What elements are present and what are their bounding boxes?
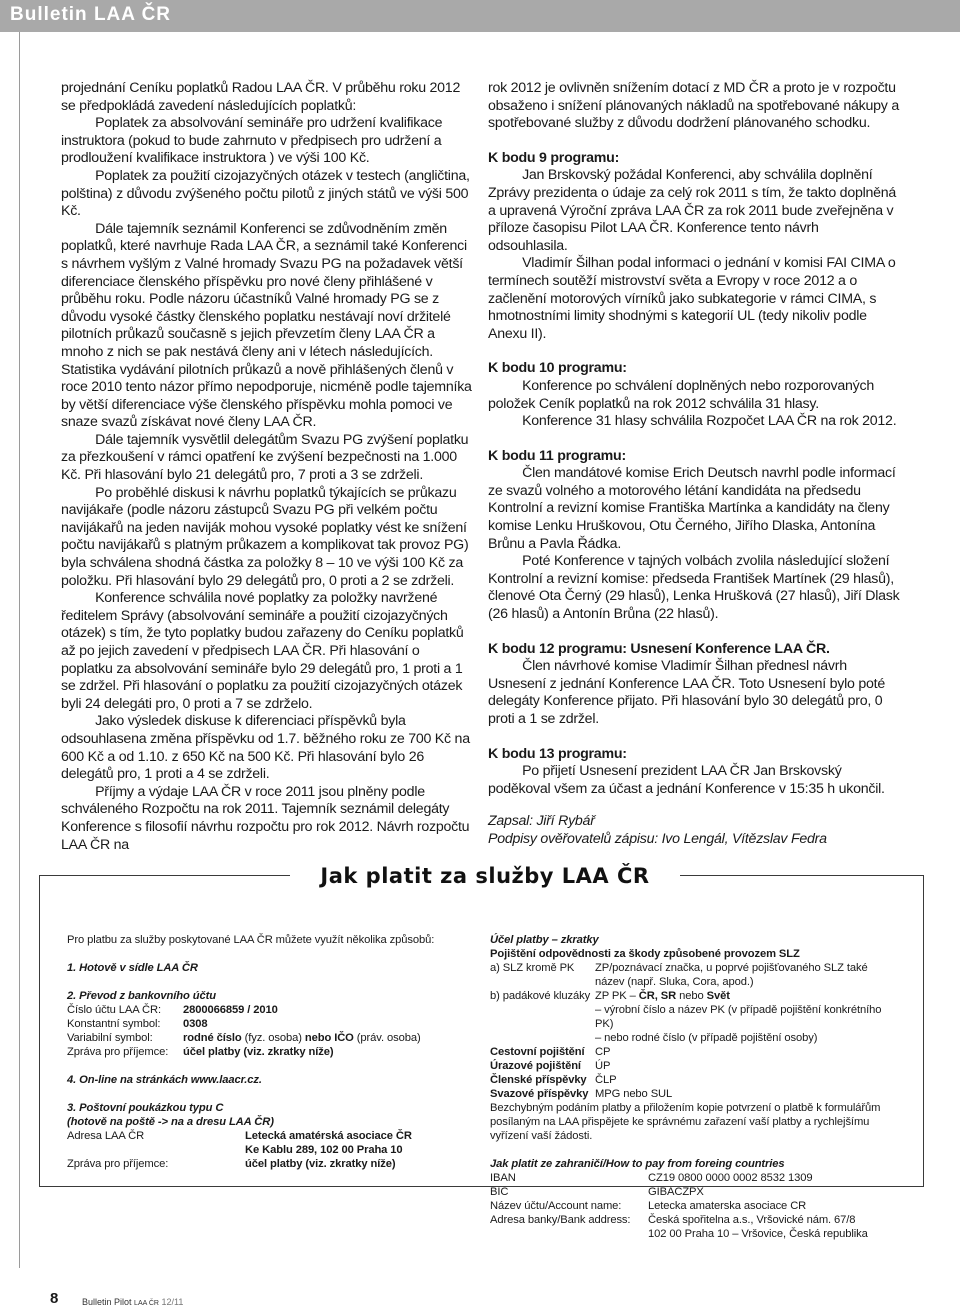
left-column: [61, 80, 472, 854]
code-value: ÚP: [595, 1060, 611, 1072]
code-row: [490, 1003, 895, 1031]
abroad-title: Jak platit ze zahraničí/How to pay from foreing countries: [490, 1158, 785, 1170]
bank-label: BIC: [490, 1186, 509, 1198]
payment-methods: [67, 933, 467, 1171]
variable-symbol: rodné číslo (fyz. osoba) nebo IČO (práv. osoba): [183, 1032, 421, 1044]
message-row: [67, 1045, 467, 1059]
account-number-row: [67, 1003, 467, 1017]
payment-option-cash: 1. Hotově v sídle LAA ČR: [67, 962, 198, 974]
bank-value: GIBACZPX: [648, 1186, 704, 1198]
paragraph: Konference schválila nové poplatky za položky navržené ředitelem Správy (absolvování semináře a použití cizojazyčných otázek) s tím, že tyto poplatky budou zařazeny do Ceníku poplatků až po jejich zavedení v předpisech LAA ČR. Při hlasování o poplatku za absolvování semináře bylo 29 delegátů pro, 1 proti a 1 se zdržel. Při hlasování o poplatku za použití cizojazyčných otázek byli 24 delegáti pro, 0 proti a 7 se zdrželo.: [61, 590, 464, 712]
paragraph: Jan Brskovský požádal Konferenci, aby schválila doplnění Zprávy prezidenta o údaje za celý rok 2011 s tím, že takto doplněná a upravená Výroční zpráva LAA ČR za rok 2011 bude zveřejněna v příloze časopisu Pilot LAA ČR. Konference tento návrh odsouhlasila.: [488, 167, 897, 254]
payment-box-title-bg: [290, 858, 680, 894]
code-row: [490, 1073, 895, 1087]
code-label: Svazové příspěvky: [490, 1088, 589, 1100]
variable-symbol-row: [67, 1031, 467, 1045]
field-label: Konstantní symbol:: [67, 1018, 161, 1030]
code-value: ZP/poznávací značka, u poprvé pojišťovaného SLZ také název (např. Sluka, Cora, apod.): [595, 962, 868, 988]
constant-symbol: 0308: [183, 1018, 208, 1030]
constant-symbol-row: [67, 1017, 467, 1031]
paragraph: rok 2012 je ovlivněn snížením dotací z MD ČR a proto je v rozpočtu obsaženo i snížení plánovaných nákladů na spotřebované nákupy a spotřebované služby z důvodu dodržení plánovaného schodku.: [488, 80, 899, 132]
code-row: [490, 1087, 895, 1101]
paragraph: Po proběhlé diskusi k návrhu poplatků týkajících se průkazu navijákaře (podle názoru zástupců Svazu PG při velkém počtu navijákařů na jeden naviják mohou vysoké poplatky vést ke snížení počtu navijákařů s platným průkazem a komplikovat tak provoz PG) byla schválena shodná částka za položky 8 – 10 ve výši 100 Kč za položku. Při hlasování bylo 29 delegátů pro, 0 proti a 2 se zdrželi.: [61, 484, 469, 589]
paragraph: Jako výsledek diskuse k diferenciaci příspěvků byla odsouhlasena změna příspěvku od 1.7. běžného roku ze 700 Kč na 600 Kč a od 1.10. z 650 Kč na 500 Kč. Při hlasování bylo 26 delegátů pro, 1 proti a 4 se zdrželi.: [61, 713, 470, 783]
code-label: Členské příspěvky: [490, 1074, 587, 1086]
field-label: Zpráva pro příjemce:: [67, 1046, 169, 1058]
section-heading: K bodu 10 programu:: [488, 360, 627, 377]
field-label: Číslo účtu LAA ČR:: [67, 1004, 161, 1016]
payment-box-title: Jak platit za služby LAA ČR: [320, 864, 650, 888]
message-row: [67, 1157, 467, 1171]
paragraph: Dále tajemník vysvětlil delegátům Svazu PG zvýšení poplatku za přezkoušení v rámci opatření ke zvýšení bezpečnosti na 1.000 Kč. Při hlasování bylo 21 delegátů pro, 7 proti a 3 se zdrželi.: [61, 431, 469, 484]
code-row: [490, 1031, 895, 1045]
bank-value: Česká spořitelna a.s., Vršovické nám. 67/8: [648, 1214, 856, 1226]
address-row: [67, 1129, 467, 1143]
bank-label: Název účtu/Account name:: [490, 1200, 622, 1212]
codes-subtitle: Pojištění odpovědnosti za škody způsobené provozem SLZ: [490, 948, 800, 960]
bank-value: CZ19 0800 0000 0002 8532 1309: [648, 1172, 813, 1184]
paragraph: projednání Ceníku poplatků Radou LAA ČR. V průběhu roku 2012 se předpokládá zavedení následujících poplatků:: [61, 80, 461, 114]
code-row: [490, 1059, 895, 1073]
address-line: Letecká amatérská asociace ČR: [245, 1130, 412, 1142]
paragraph: Člen návrhové komise Vladimír Šilhan přednesl návrh Usnesení z jednání Konference LAA ČR. Toto Usnesení bylo poté delegáty Konference přijato. Při hlasování bylo 30 delegátů pro, 0 proti a 1 se zdržel.: [488, 658, 885, 727]
paragraph: Poplatek za použití cizojazyčných otázek v testech (angličtina, polština) z důvodu zvýšeného počtu pilotů z jiných států ve výši 500 Kč.: [61, 167, 470, 220]
code-label: Cestovní pojištění: [490, 1046, 585, 1058]
minutes-verifiers: Podpisy ověřovatelů zápisu: Ivo Lengál, Vítězslav Fedra: [488, 830, 827, 847]
minutes-recorder: Zapsal: Jiří Rybář: [488, 813, 595, 830]
paragraph: Poplatek za absolvování semináře pro udržení kvalifikace instruktora (pokud to bude zahrnuto v předpisech pro udržení a prodloužení kvalifikace instruktora ) ve výši 100 Kč.: [61, 115, 443, 167]
payment-note: Bezchybným podáním platby a přiložením kopie potvrzení o platbě k formulářům posílaným na LAA přispějete ke správnému zařazení vaší platby a rychlejšímu vyřízení vaší žádosti.: [490, 1102, 881, 1142]
code-label: b) padákové kluzáky: [490, 990, 591, 1002]
bank-value: 102 00 Praha 10 – Vršovice, Česká republika: [648, 1228, 868, 1240]
section-heading: K bodu 9 programu:: [488, 149, 620, 166]
bank-row: [490, 1171, 895, 1185]
paragraph: Příjmy a výdaje LAA ČR v roce 2011 jsou plněny podle schváleného Rozpočtu na rok 2011. Tajemník seznámil delegáty Konference s filosofií návrhu rozpočtu pro rok 2012. Návrh rozpočtu LAA ČR na: [61, 783, 470, 853]
code-value: – nebo rodné číslo (v případě pojištění osoby): [595, 1032, 818, 1044]
bank-value: Letecka amaterska asociace CR: [648, 1200, 807, 1212]
paragraph: Dále tajemník seznámil Konferenci se zdůvodněním změn poplatků, které navrhuje Rada LAA ČR, a seznámil také Konferenci s návrhem vyšlým z Valné hromady Svazu PG na požadavek větší diferenciace členského příspěvku pro nové členy přihlášené v průběhu roku. Podle názoru účastníků Valné hromady PG se z důvodu vysoké částky členského poplatku nestávají noví držitelé pilotních průkazů současně s jejich převzetím členy LAA ČR a mnoho z nich se pak nestává členy ani v létech následujících. Statistika vydávání pilotních průkazů a nově přihlášených členů v roce 2010 tento názor přímo nepodporuje, nicméně podle tajemníka by větší diferenciace výše členského příspěvku mohla pomoci ve snaze svazů získávat nové členy LAA ČR.: [61, 220, 472, 431]
bank-row: [490, 1213, 895, 1227]
section-heading: K bodu 13 programu:: [488, 745, 627, 762]
payment-option-transfer: 2. Převod z bankovního účtu: [67, 990, 216, 1002]
bank-label: Adresa banky/Bank address:: [490, 1214, 631, 1226]
field-label: Zpráva pro příjemce:: [67, 1158, 169, 1170]
code-label: Úrazové pojištění: [490, 1060, 581, 1072]
code-value: – výrobní číslo a název PK (v případě pojištění konkrétního PK): [595, 1004, 882, 1030]
account-number: 2800066859 / 2010: [183, 1004, 278, 1016]
payment-option-postal-note: (hotově na poště -> na a dresu LAA ČR): [67, 1116, 274, 1128]
section-heading: K bodu 12 programu: Usnesení Konference LAA ČR.: [488, 640, 830, 657]
bank-row: [490, 1199, 895, 1213]
message-value: účel platby (viz. zkratky níže): [245, 1158, 396, 1170]
page-header: [0, 0, 960, 32]
code-value: CP: [595, 1046, 611, 1058]
margin-rule: [19, 32, 20, 1268]
field-label: Variabilní symbol:: [67, 1032, 153, 1044]
bank-row: [490, 1227, 895, 1241]
payment-option-postal: 3. Poštovní poukázkou typu C: [67, 1102, 224, 1114]
header-title: Bulletin LAA ČR: [10, 4, 172, 25]
code-row: [490, 961, 895, 989]
code-label: a) SLZ kromě PK: [490, 962, 575, 974]
bank-label: IBAN: [490, 1172, 516, 1184]
payment-codes: [490, 933, 895, 1241]
code-value: ČLP: [595, 1074, 617, 1086]
code-row: [490, 989, 895, 1003]
paragraph: Vladimír Šilhan podal informaci o jednání v komisi FAI CIMA o termínech soutěží mistrovství světa a Evropy v roce 2012 a o začlenění motorových vírníků jako subkategorie v rámci CIMA, s hmotnostními limity shodnými s kategorií UL (tedy nikoliv podle Anexu II).: [488, 255, 896, 342]
address-line: Ke Kablu 289, 102 00 Praha 10: [245, 1144, 403, 1156]
address-row: [67, 1143, 467, 1157]
paragraph: Člen mandátové komise Erich Deutsch navrhl podle informací ze svazů volného a motorového létání kandidáta na předsedu Kontrolní a revizní komise Františka Martínka a kandidáty na členy komise Lenku Hruškovou, Otu Černého, Jiřího Dlaska, Antonína Brůnu a Pavla Řádka.: [488, 465, 896, 552]
paragraph: Konference 31 hlasy schválila Rozpočet LAA ČR na rok 2012.: [522, 413, 897, 430]
bank-row: [490, 1185, 895, 1199]
message-value: účel platby (viz. zkratky níže): [183, 1046, 334, 1058]
payment-option-online: 4. On-line na stránkách www.laacr.cz.: [67, 1074, 262, 1086]
section-heading: K bodu 11 programu:: [488, 447, 626, 464]
publication-name: Bulletin Pilot LAA ČR 12/11: [82, 1297, 184, 1307]
paragraph: Konference po schválení doplněných nebo rozporovaných položek Ceník poplatků na rok 2012 schválila 31 hlasy.: [488, 377, 875, 412]
right-column: [488, 80, 901, 849]
code-value: MPG nebo SUL: [595, 1088, 673, 1100]
code-value: ZP PK – ČR, SR nebo Svět: [595, 990, 730, 1002]
codes-title: Účel platby – zkratky: [490, 934, 599, 946]
field-label: Adresa LAA ČR: [67, 1130, 145, 1142]
code-row: [490, 1045, 895, 1059]
paragraph: Po přijetí Usnesení prezident LAA ČR Jan Brskovský poděkoval všem za účast a jednání Konference v 15:35 h ukončil.: [488, 763, 885, 797]
page-number: 8: [50, 1290, 59, 1307]
payment-intro: Pro platbu za služby poskytované LAA ČR můžete využít několika způsobů:: [67, 934, 435, 946]
paragraph: Poté Konference v tajných volbách zvolila následující složení Kontrolní a revizní komise: předseda František Martínek (29 hlasů), členové Ota Černý (29 hlasů), Lenka Hrušková (27 hlasů), Jiří Dlask (26 hlasů) a Antonín Brůna (22 hlasů).: [488, 553, 900, 623]
